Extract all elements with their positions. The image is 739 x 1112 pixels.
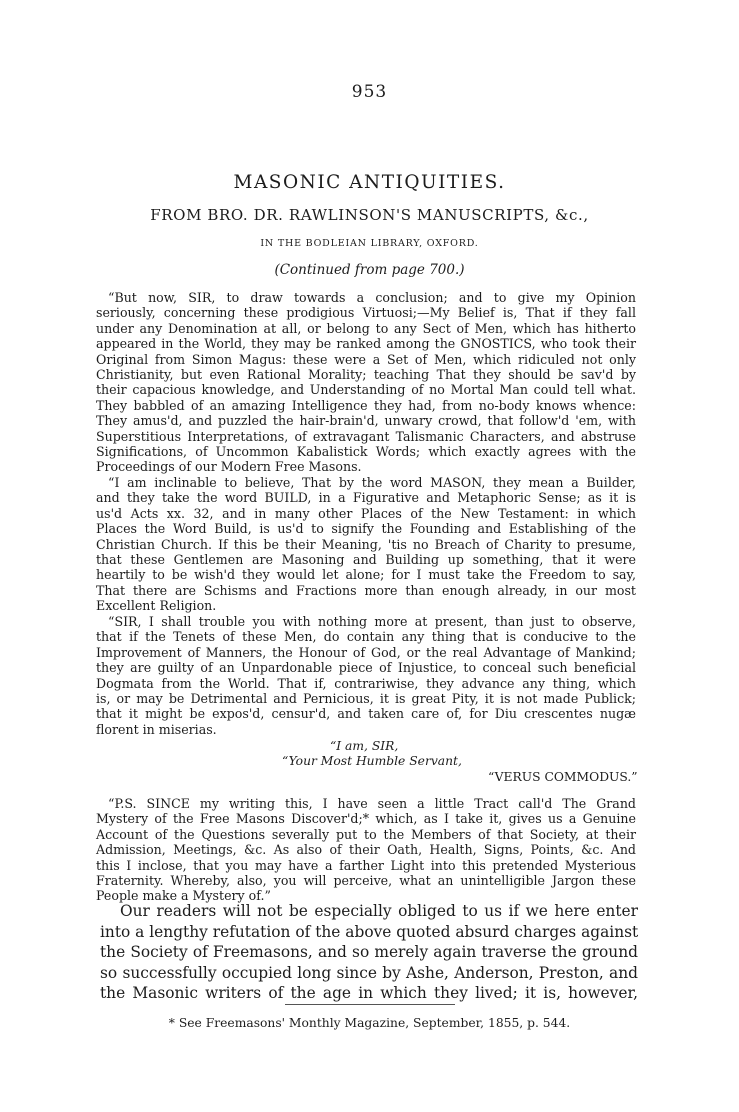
text-line: Fraternity. Whereby, also, you will perceive, what an unintelligible Jargon these xyxy=(96,873,636,889)
text-line: Superstitious Interpretations, of extravagant Talismanic Characters, and abstruse xyxy=(96,428,636,444)
text-line: That there are Schisms and Fractions more than enough already, in our most xyxy=(96,582,636,598)
text-line: Admission, Meetings, &c. As also of their Oath, Health, Signs, Points, &c. And xyxy=(96,842,636,858)
footnote-divider xyxy=(285,1004,455,1005)
letter-paragraph-3 xyxy=(96,614,636,737)
editorial-commentary xyxy=(100,901,638,1004)
continued-note: (Continued from page 700.) xyxy=(274,262,465,278)
text-line: appeared in the World, they may be ranked among the GNOSTICS, who took their xyxy=(96,336,636,352)
text-line: they are guilty of an Unpardonable piece of Injustice, to conceal such beneficial xyxy=(96,660,636,676)
text-line: the Masonic writers of the age in which they lived; it is, however, xyxy=(100,984,638,1002)
text-line: People make a Mystery of.” xyxy=(96,888,271,904)
text-line: Christian Church. If this be their Meaning, 'tis no Breach of Charity to presume, xyxy=(96,536,636,552)
text-line: They amus'd, and puzzled the hair-brain'd, unwary crowd, that follow'd 'em, with xyxy=(96,413,636,429)
text-line: the Society of Freemasons, and so merely again traverse the ground xyxy=(100,943,638,961)
text-line: Original from Simon Magus: these were a Set of Men, which ridiculed not only xyxy=(96,351,636,367)
text-line: Mystery of the Free Masons Discover'd;* which, as I take it, gives us a Genuine xyxy=(96,811,636,827)
page-number: 953 xyxy=(351,82,388,102)
article-title: MASONIC ANTIQUITIES. xyxy=(233,172,506,193)
text-line: into a lengthy refutation of the above quoted absurd charges against xyxy=(100,922,639,941)
text-line: us'd Acts xx. 32, and in many other Places of the New Testament: in which xyxy=(96,505,636,521)
text-line: so successfully occupied long since by Ashe, Anderson, Preston, and xyxy=(100,963,638,982)
text-line: Our readers will not be especially obliged to us if we here enter xyxy=(120,902,638,920)
text-line: Account of the Questions severally put to the Members of that Society, at their xyxy=(96,826,636,842)
text-line: and they take the word BUILD, in a Figurative and Metaphoric Sense; as it is xyxy=(96,490,636,506)
closing-signature: “VERUS COMMODUS.” xyxy=(488,770,638,784)
text-line: that it might be expos'd, censur'd, and taken care of, for Diu crescentes nugæ xyxy=(96,706,636,722)
closing-salutation: “I am, SIR, xyxy=(330,739,399,753)
text-line: florent in miserias. xyxy=(96,721,217,737)
footnote: * See Freemasons' Monthly Magazine, September, 1855, p. 544. xyxy=(168,1016,571,1030)
text-line: Christianity, but even Rational Morality; teaching That they should be sav'd by xyxy=(96,367,636,383)
text-line: Significations, of Uncommon Kabalistick Words; which exactly agrees with the xyxy=(96,444,636,460)
text-line: Places the Word Build, is us'd to signify the Founding and Establishing of the xyxy=(96,521,636,537)
letter-paragraph-2 xyxy=(96,475,636,614)
text-line: that these Gentlemen are Masoning and Building up something, that it were xyxy=(96,552,636,568)
article-subtitle: FROM BRO. DR. RAWLINSON'S MANUSCRIPTS, &c., xyxy=(150,206,589,224)
text-line: under any Denomination at all, or belong to any Sect of Men, which has hitherto xyxy=(96,320,636,336)
text-line: Improvement of Manners, the Honour of God, or the real Advantage of Mankind; xyxy=(96,644,636,660)
text-line: this I inclose, that you may have a farther Light into this pretended Mysterious xyxy=(96,857,636,873)
source-location: IN THE BODLEIAN LIBRARY, OXFORD. xyxy=(260,238,479,249)
text-line: seriously, concerning these prodigious Virtuosi;—My Belief is, That if they fall xyxy=(96,305,636,321)
closing-servant: “Your Most Humble Servant, xyxy=(282,754,462,768)
text-line: Dogmata from the World. That if, contrariwise, they advance any thing, which xyxy=(96,675,636,691)
text-line: “P.S. SINCE my writing this, I have seen a little Tract call'd The Grand xyxy=(108,796,636,811)
text-line: “SIR, I shall trouble you with nothing more at present, than just to observe, xyxy=(108,614,636,629)
text-line: Excellent Religion. xyxy=(96,598,217,614)
text-line: that if the Tenets of these Men, do contain any thing that is conducive to the xyxy=(96,629,636,645)
text-line: their capacious knowledge, and Understanding of no Mortal Man could tell what. xyxy=(96,382,636,398)
text-line: heartily to be wish'd they would let alone; for I must take the Freedom to say, xyxy=(96,567,636,583)
text-line: Proceedings of our Modern Free Masons. xyxy=(96,459,362,475)
text-line: “But now, SIR, to draw towards a conclusion; and to give my Opinion xyxy=(108,290,636,305)
text-line: is, or may be Detrimental and Pernicious, it is great Pity, it is not made Publick; xyxy=(96,691,636,707)
postscript xyxy=(96,796,636,904)
letter-paragraph-1 xyxy=(96,290,636,475)
text-line: They babbled of an amazing Intelligence they had, from no-body knows whence: xyxy=(96,397,636,413)
text-line: “I am inclinable to believe, That by the word MASON, they mean a Builder, xyxy=(108,475,636,490)
